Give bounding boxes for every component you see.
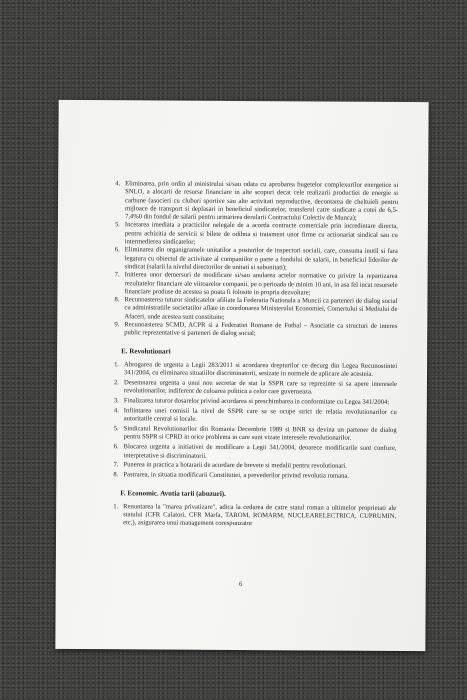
list-item	[106, 180, 398, 223]
item-text: Recunoasterea tuturor sindicatelor afiliate la Federatia Nationala a Muncii ca parteneri de dialog social cu administratiile societatilor aflate in coordonarea Ministerului Economiei, Comertului si Mediului de Afaceri, unde acestea sunt constituite;	[124, 296, 398, 321]
list-item	[104, 503, 396, 530]
item-text: Infiintarea unei comisii la nivel de SSPR care sa se ocupe strict de relatia revolutionarilor cu autoritatile central si locale.	[123, 407, 397, 423]
item-number: 5.	[113, 425, 119, 433]
item-number: 9.	[114, 321, 120, 329]
list-item	[105, 379, 397, 397]
list-demands-energy	[105, 180, 398, 339]
item-number: 7.	[113, 461, 119, 469]
list-item	[105, 271, 397, 298]
item-text: Abrogarea de urgenta a Legii 283/2011 si acordarea drepturilor ce decurg din Legea Recunostintei 341/2004, cu eliminarea situatiilor discriminatorii, sesizate in normele de aplicare ale acesteia.	[123, 360, 398, 378]
item-text: Eliminarea din organigramele unitatilor a posturilor de inspectori sociali, care, consuma inutil si fara legatura cu obiectul de activitate al companiilor o parte a fondului de salarii, in beneficiul liderilor de sindicat (salarii la nivelul directorilor de unitati si subunitati);	[124, 246, 398, 272]
list-revolutionari	[104, 361, 397, 482]
item-text: Renuntarea la "marea privatizare", adica la cedarea de catre statul roman a ultimelor proprietati ale statului (CFR Calatori, CFR Marfa, TAROM, ROMARM, NUCLEARELECTRICA, CUPRUMIN, etc.), asigurarea unui management corespunzator	[123, 502, 397, 528]
list-item	[105, 425, 397, 443]
page-number: 6	[239, 580, 243, 589]
section-heading-economic: F. Economic. Avutia tarii (abuzuri).	[120, 488, 226, 498]
item-text: Eliminarea, prin ordin al ministrului si/sau odata cu aprobarea bugetelor complexurilor energetice si SNLO, a alocarii de resurse financiare in alte scopuri decat cele realizarii productiei de energie si carbune (asocieri cu cluburi sportive sau alte activitati neproductive, decontarea de cheltuieli pentru mijloace de transport si deplasari in beneficiul sindicatelor, transferul catre sindicate a cotei de 6,5-7,4%0 din fondul de salarii pentru urmarirea derularii Contractului Colectiv de Munca);	[124, 180, 399, 222]
item-text: Recunoasterea SCMD, ACPR si a Federatiei Romane de Fotbal – Asociatie ca structuri de interes public reprezentative si parteneri de dialog social;	[124, 321, 398, 338]
item-text: Initierea unor demersuri de modificare si/sau anularea actelor normative cu privire la repartizarea rezultatelor financiare ale viitoarelor companii, pe o perioada de minim 10 ani, in asa fel incat resursele financiare produse de acestea sa poata fi folosite in propria dezvoltare;	[124, 271, 398, 297]
item-text: Incetarea imediata a practicilor nelegale de a acorda contracte comerciale prin incredintare directa, pentru achizitia de servicii si bilete de odihna si tratament unor firme cu actionariat sindical sau cu intermedierea sindicatelor;	[124, 221, 398, 246]
item-text: Finalizarea tuturor dosarelor privind acordarea si preschimbarea in conformitate cu Legea 341/2004;	[123, 397, 390, 406]
item-number: 3.	[113, 397, 119, 405]
list-item	[106, 247, 398, 274]
list-item	[104, 472, 396, 482]
item-number: 8.	[113, 471, 119, 479]
list-item	[104, 462, 396, 472]
page-content	[104, 180, 398, 531]
item-number: 1.	[113, 502, 119, 510]
item-text: Punerea in practica a hotararii de acordare de brevete si medalii pentru revolutionari.	[123, 461, 348, 471]
document-page	[55, 100, 428, 651]
list-item	[105, 361, 397, 379]
list-economic	[104, 503, 396, 530]
list-item	[105, 296, 397, 323]
item-number: 2.	[113, 379, 119, 387]
item-number: 6.	[114, 246, 120, 254]
item-number: 8.	[114, 296, 120, 304]
item-number: 5.	[114, 221, 120, 229]
item-number: 1.	[114, 360, 120, 368]
item-text: Desemnarea urgenta a unui nou secretar de stat la SSPR care sa reprezinte si sa apere interesele revolutionarilor, indiferent de culoarea politica a celor care guverneaza.	[123, 379, 397, 396]
item-text: Blocarea urgenta a initiativei de modificare a Legii 341/2004, deoarece modificarile sunt confuze, interpretative si discriminatorii.	[123, 443, 397, 460]
item-number: 7.	[114, 271, 120, 279]
list-item	[105, 407, 397, 425]
item-text: Sindicatul Revolutionarilor din Romania Decembrie 1989 si BNR sa devina un partener de dialog pentru SSPR si CPRD in orice problema in care sunt vizate interesele revolutionarilor.	[123, 425, 397, 443]
item-text: Pastrarea, in situatia modificarii Constitutiei, a prevederilor privind revolutia romana.	[123, 471, 350, 481]
section-heading-revolutionari: E. Revolutionari	[121, 346, 171, 356]
item-number: 4.	[113, 407, 119, 415]
list-item	[105, 321, 397, 339]
item-number: 6.	[113, 443, 119, 451]
list-item	[106, 222, 398, 249]
item-number: 4.	[115, 180, 121, 188]
list-item	[104, 443, 396, 461]
list-item	[105, 397, 397, 407]
